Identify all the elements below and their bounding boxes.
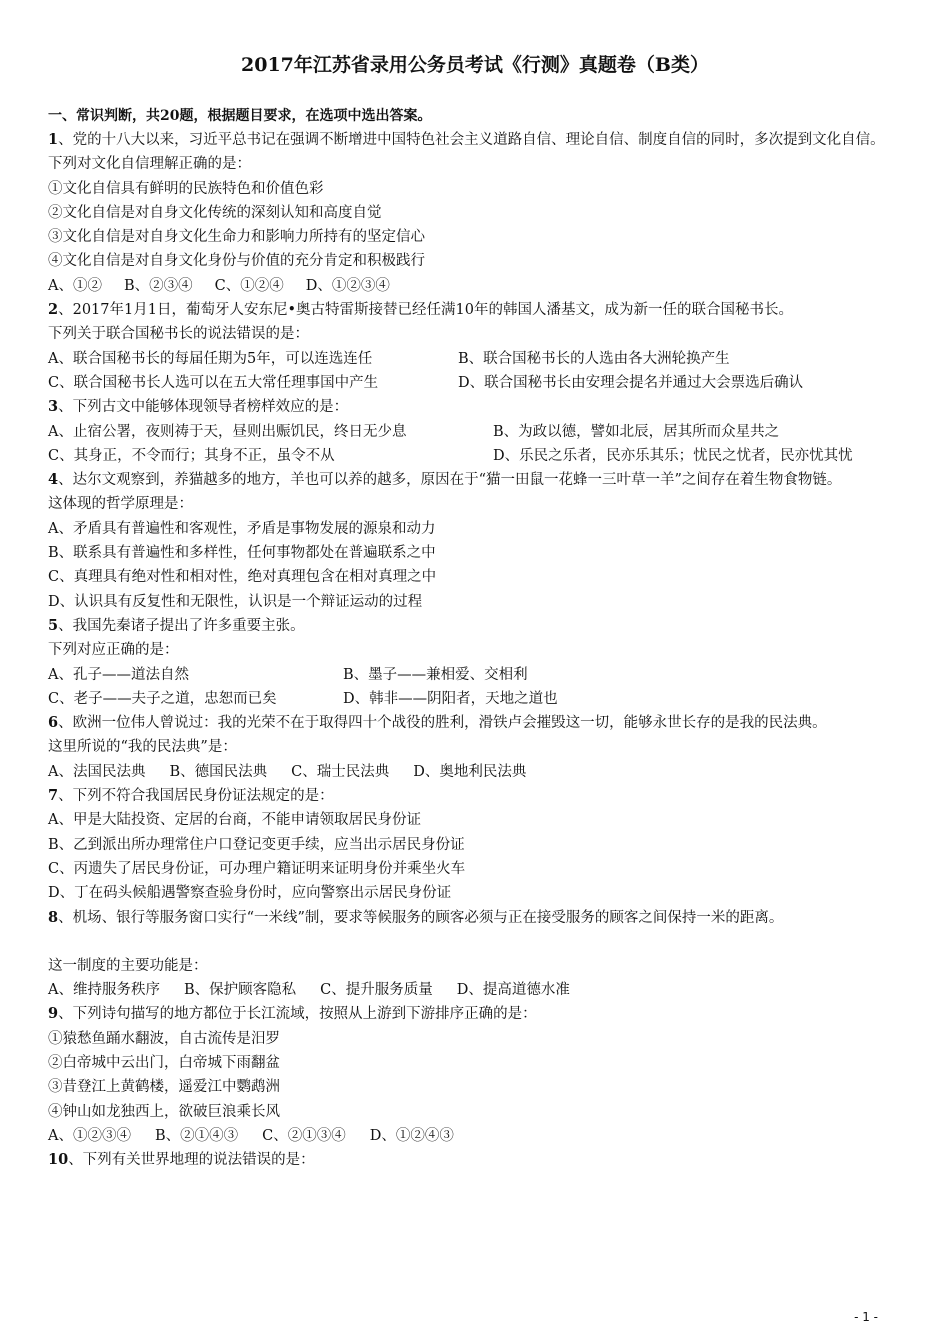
option-b: B、乙到派出所办理常住户口登记变更手续，应当出示居民身份证 bbox=[48, 836, 465, 853]
exam-title: 2017年江苏省录用公务员考试《行测》真题卷（B类） bbox=[241, 54, 709, 76]
question-1-item: ④文化自信是对自身文化身份与价值的充分肯定和积极践行 bbox=[48, 253, 425, 270]
option-d: D、认识具有反复性和无限性，认识是一个辩证运动的过程 bbox=[48, 593, 423, 610]
option-b: B、②③④ bbox=[123, 277, 193, 294]
question-10-stem bbox=[48, 1148, 908, 1172]
question-5-stem bbox=[48, 614, 908, 638]
question-number: 1 bbox=[48, 131, 59, 148]
question-text: 、2017年1月1日，葡萄牙人安东尼•奥古特雷斯接替已经任满10年的韩国人潘基文，成为新一任的联合国秘书长。 bbox=[58, 302, 793, 319]
option-d: D、提高道德水准 bbox=[456, 982, 570, 999]
option-d: D、奥地利民法典 bbox=[413, 763, 527, 780]
question-text: 、机场、银行等服务窗口实行“一米线”制，要求等候服务的顾客必须与正在接受服务的顾客之间保持一米的距离。 bbox=[58, 909, 784, 926]
question-number: 2 bbox=[48, 301, 59, 319]
question-1-item: ①文化自信具有鲜明的民族特色和价值色彩 bbox=[48, 180, 324, 197]
option-c: C、丙遗失了居民身份证，可办理户籍证明来证明身份并乘坐火车 bbox=[48, 860, 466, 877]
question-9-item: ③昔登江上黄鹤楼，遥爱江中鹦鹉洲 bbox=[48, 1079, 280, 1096]
option-b: B、②①④③ bbox=[154, 1127, 239, 1144]
option-b: B、为政以德，譬如北辰，居其所而众星共之 bbox=[493, 423, 780, 440]
question-text: 、下列有关世界地理的说法错误的是： bbox=[68, 1152, 315, 1169]
question-1-options bbox=[48, 274, 908, 298]
option-b: B、保护顾客隐私 bbox=[183, 982, 297, 999]
option-c: C、瑞士民法典 bbox=[291, 763, 390, 780]
question-text: 、下列诗句描写的地方都位于长江流域，按照从上游到下游排序正确的是： bbox=[58, 1006, 537, 1023]
question-text: 、我国先秦诸子提出了许多重要主张。 bbox=[58, 617, 305, 634]
question-5-prompt: 下列对应正确的是： bbox=[48, 642, 179, 659]
option-a: A、①② bbox=[48, 277, 102, 294]
question-8-options bbox=[48, 978, 908, 1002]
option-a: A、联合国秘书长的每届任期为5年，可以连选连任 bbox=[48, 350, 373, 367]
question-1-item: ②文化自信是对自身文化传统的深刻认知和高度自觉 bbox=[48, 204, 382, 221]
option-d: D、①②④③ bbox=[369, 1127, 454, 1144]
option-a: A、止宿公署，夜则祷于天，昼则出赈饥民，终日无少息 bbox=[48, 423, 407, 440]
option-c: C、其身正，不令而行；其身不正，虽令不从 bbox=[48, 447, 335, 464]
question-9-options bbox=[48, 1124, 908, 1148]
question-2-prompt: 下列关于联合国秘书长的说法错误的是： bbox=[48, 326, 309, 343]
option-c: C、真理具有绝对性和相对性，绝对真理包含在相对真理之中 bbox=[48, 569, 437, 586]
question-number: 6 bbox=[48, 714, 59, 732]
option-c: C、提升服务质量 bbox=[320, 982, 433, 999]
question-text: 、欧洲一位伟人曾说过：我的光荣不在于取得四十个战役的胜利，滑铁卢会摧毁这一切，能够永世长存的是我的民法典。 bbox=[58, 715, 827, 732]
question-text: 、下列不符合我国居民身份证法规定的是： bbox=[58, 788, 334, 805]
page-number: - 1 - bbox=[854, 1310, 878, 1324]
question-number: 3 bbox=[48, 398, 59, 416]
question-number: 5 bbox=[48, 616, 59, 634]
option-c: C、老子——夫子之道，忠恕而已矣 bbox=[48, 690, 277, 707]
question-4-prompt: 这体现的哲学原理是： bbox=[48, 496, 193, 513]
question-1-item: ③文化自信是对自身文化生命力和影响力所持有的坚定信心 bbox=[48, 229, 425, 246]
question-8-prompt: 这一制度的主要功能是： bbox=[48, 957, 208, 974]
option-c: C、联合国秘书长人选可以在五大常任理事国中产生 bbox=[48, 374, 379, 391]
question-9-item: ④钟山如龙独西上，欲破巨浪乘长风 bbox=[48, 1103, 280, 1120]
option-d: D、乐民之乐者，民亦乐其乐；忧民之忧者，民亦忧其忧 bbox=[493, 447, 853, 464]
option-b: B、墨子——兼相爱、交相利 bbox=[343, 666, 528, 683]
question-8-stem bbox=[48, 906, 908, 930]
question-1-prompt: 下列对文化自信理解正确的是： bbox=[48, 156, 251, 173]
question-9-stem bbox=[48, 1002, 908, 1026]
question-2-options-row-2 bbox=[48, 371, 908, 395]
question-3-stem bbox=[48, 395, 908, 419]
question-text: 、下列古文中能够体现领导者榜样效应的是： bbox=[58, 399, 349, 416]
question-number: 7 bbox=[48, 787, 59, 805]
option-c: C、②①③④ bbox=[262, 1127, 346, 1144]
question-5-options-row-2 bbox=[48, 687, 908, 711]
question-3-options-row-2 bbox=[48, 444, 908, 468]
option-a: A、①②③④ bbox=[48, 1127, 131, 1144]
option-a: A、维持服务秩序 bbox=[48, 982, 160, 999]
question-4-stem bbox=[48, 468, 908, 492]
option-a: A、甲是大陆投资、定居的台商，不能申请领取居民身份证 bbox=[48, 812, 421, 829]
question-1-stem bbox=[48, 128, 908, 152]
option-d: D、①②③④ bbox=[305, 277, 390, 294]
option-d: D、丁在码头候船遇警察查验身份时，应向警察出示居民身份证 bbox=[48, 885, 452, 902]
blank-line bbox=[48, 930, 908, 954]
question-7-stem bbox=[48, 784, 908, 808]
option-b: B、联系具有普遍性和多样性，任何事物都处在普遍联系之中 bbox=[48, 545, 436, 562]
question-number: 10 bbox=[48, 1151, 69, 1169]
option-a: A、法国民法典 bbox=[48, 763, 146, 780]
question-text: 、达尔文观察到，养猫越多的地方，羊也可以养的越多，原因在于“猫一田鼠一花蜂一三叶草一羊”之间存在着生物食物链。 bbox=[58, 472, 842, 489]
question-2-options-row-1 bbox=[48, 347, 908, 371]
section-heading: 一、常识判断，共20题，根据题目要求，在选项中选出答案。 bbox=[48, 108, 432, 124]
question-6-prompt: 这里所说的“我的民法典”是： bbox=[48, 739, 237, 756]
option-d: D、联合国秘书长由安理会提名并通过大会票选后确认 bbox=[458, 374, 804, 391]
question-9-item: ②白帝城中云出门，白帝城下雨翻盆 bbox=[48, 1054, 280, 1071]
question-2-stem bbox=[48, 298, 908, 322]
option-b: B、联合国秘书长的人选由各大洲轮换产生 bbox=[458, 350, 730, 367]
question-list bbox=[48, 128, 908, 1172]
question-9-item: ①猿愁鱼踊水翻波，自古流传是汨罗 bbox=[48, 1030, 280, 1047]
option-c: C、①②④ bbox=[214, 277, 284, 294]
question-3-options-row-1 bbox=[48, 420, 908, 444]
option-a: A、孔子——道法自然 bbox=[48, 666, 189, 683]
question-6-stem bbox=[48, 711, 908, 735]
question-number: 4 bbox=[48, 471, 59, 489]
option-b: B、德国民法典 bbox=[169, 763, 268, 780]
option-a: A、矛盾具有普遍性和客观性，矛盾是事物发展的源泉和动力 bbox=[48, 520, 436, 537]
question-number: 8 bbox=[48, 908, 59, 926]
question-5-options-row-1 bbox=[48, 663, 908, 687]
question-text: 、党的十八大以来，习近平总书记在强调不断增进中国特色社会主义道路自信、理论自信、制度自信的同时，多次提到文化自信。 bbox=[58, 132, 885, 148]
question-6-options bbox=[48, 760, 908, 784]
option-d: D、韩非——阴阳者，天地之道也 bbox=[343, 690, 558, 707]
question-number: 9 bbox=[48, 1005, 59, 1023]
